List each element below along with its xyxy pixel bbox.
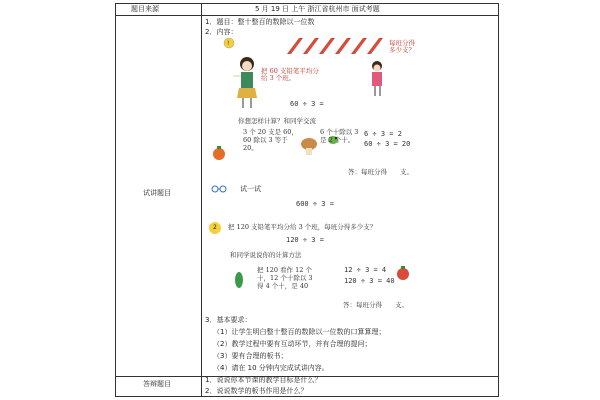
answer-1: 答：每班分得 支。 [348, 168, 413, 176]
mushroom-character [301, 138, 317, 155]
item-requirements: 3．基本要求： [205, 316, 252, 324]
item-topic: 1．题目：整十整百的数除以一位数 [205, 18, 315, 26]
method-right-2: 60 ÷ 3 = 20 [364, 140, 411, 148]
source-value: 5 月 19 日 上午 浙江省杭州市 面试考题 [255, 5, 380, 13]
speech-bubble-student: 每班分得多少支？ [389, 39, 415, 54]
teacher-illustration [233, 57, 257, 108]
glasses-icon [212, 186, 226, 192]
answer-2: 答：每班分得 支。 [343, 301, 408, 309]
requirement-2: （2）教学过程中要有互动环节，并有合理的提问； [213, 340, 372, 348]
exercise-number: 2 [213, 224, 217, 231]
strawberry-character [397, 266, 409, 280]
svg-text:!: ! [227, 40, 230, 47]
defense-question-2: 2．说说数学的板书作用是什么？ [205, 387, 308, 395]
method-bottom-right-1: 12 ÷ 3 = 4 [344, 266, 387, 274]
question-2: 把 120 支铅笔平均分给 3 个班，每班分得多少支？ [228, 223, 377, 231]
defense-label: 答辩题目 [143, 380, 171, 388]
requirement-4: （4）请在 10 分钟内完成试讲内容。 [213, 364, 329, 372]
lightbulb-icon [224, 38, 234, 48]
question-2-prompt: 和同学说说你的计算方法 [230, 251, 302, 259]
pencil-boxes-image [287, 38, 383, 54]
requirement-3: （3）要有合理的板书； [213, 352, 288, 360]
method-bottom-right-2: 120 ÷ 3 = 40 [344, 277, 395, 285]
row-divider [116, 15, 498, 16]
question-think: 你想怎样计算？和同学交流 [238, 117, 316, 125]
equation-3: 120 ÷ 3 = [286, 236, 324, 244]
method-middle: 6 个十除以 3 是 2 个十。 [320, 128, 359, 144]
try-it-title: 试一试 [240, 185, 261, 193]
item-content: 2．内容： [205, 28, 238, 36]
method-bottom-left: 把 120 看作 12 个十，12 个十除以 3 得 4 个十，是 40 [257, 266, 313, 290]
source-label: 题目来源 [131, 5, 159, 13]
equation-2: 600 ÷ 3 = [296, 200, 334, 208]
column-divider [201, 4, 202, 396]
persimmon-character [213, 146, 225, 160]
requirement-1: （1）让学生明白整十整百的数除以一位数的口算算理； [213, 328, 386, 336]
defense-question-1: 1．说说你本节课的教学目标是什么？ [205, 376, 322, 384]
leaf-character [235, 272, 243, 288]
method-left: 3 个 20 支是 60，60 除以 3 等于 20。 [243, 128, 298, 152]
student-girl-illustration [372, 61, 382, 96]
topic-label: 试讲题目 [143, 189, 171, 197]
speech-bubble-teacher: 把 60 支铅笔平均分给 3 个班。 [261, 67, 319, 82]
equation-1: 60 ÷ 3 = [290, 100, 324, 108]
method-right-1: 6 ÷ 3 = 2 [364, 130, 402, 138]
